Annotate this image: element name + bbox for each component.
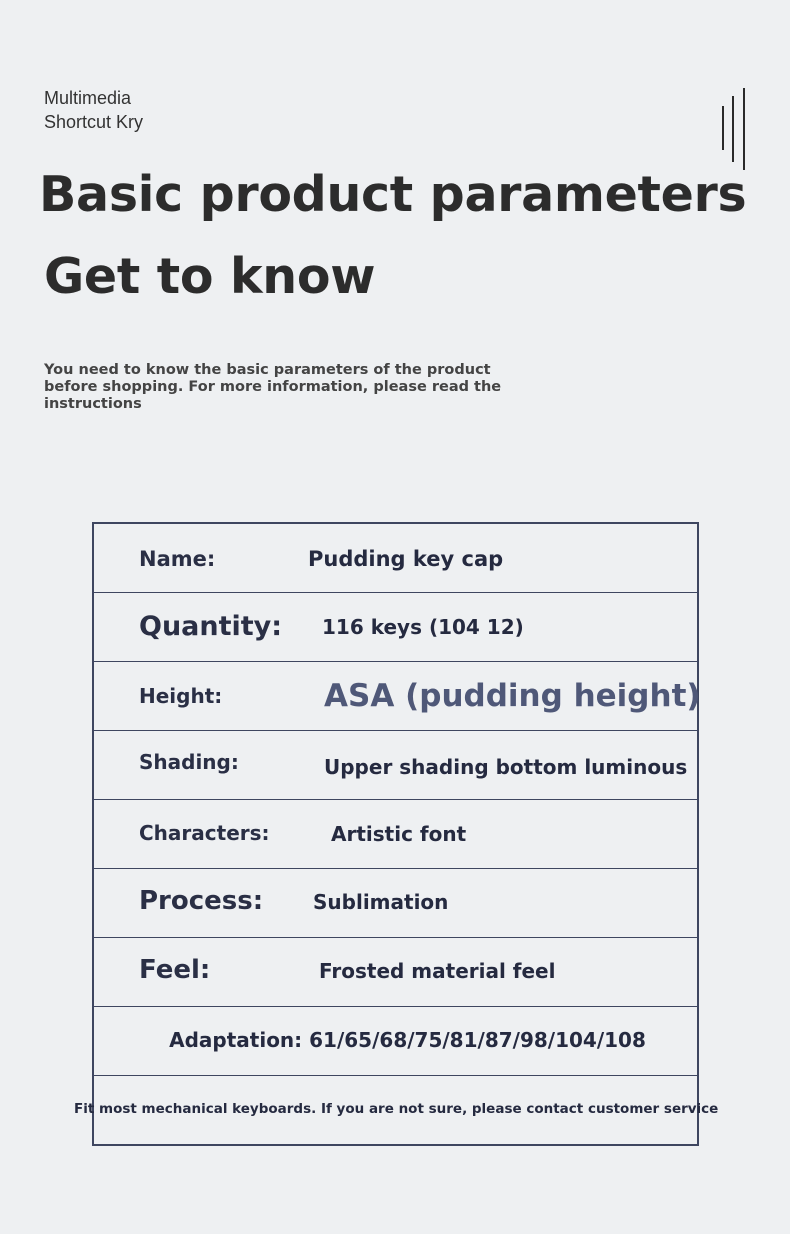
param-label: Quantity: (139, 611, 283, 642)
param-label: Height: (139, 684, 223, 708)
param-value: Artistic font (331, 822, 467, 846)
brand-line-2: Shortcut Kry (44, 112, 144, 132)
brand-label (44, 86, 143, 134)
param-value: Pudding key cap (308, 547, 504, 571)
compatibility-note: Fit most mechanical keyboards. If you are not sure, please contact customer service (74, 1101, 719, 1117)
parameters-table (74, 522, 719, 1146)
param-value: 116 keys (104 12) (322, 615, 524, 639)
param-row-characters (94, 800, 697, 869)
param-value: Frosted material feel (319, 959, 556, 983)
param-value: Sublimation (313, 890, 449, 914)
intro-text: You need to know the basic parameters of the product before shopping. For more information, please read the instructions (44, 362, 502, 412)
param-label: Characters: (139, 821, 270, 845)
param-label: Feel: (139, 955, 211, 985)
param-row-feel (94, 938, 697, 1007)
param-row-process (94, 869, 697, 938)
param-label: Shading: (139, 750, 239, 774)
bars-decoration-icon (722, 88, 748, 170)
param-row-shading (94, 731, 697, 800)
page-title: Basic product parameters (39, 166, 747, 223)
param-value: Upper shading bottom luminous (324, 755, 688, 779)
param-row-note (74, 1076, 719, 1142)
param-value: ASA (pudding height) (324, 678, 701, 714)
param-row-quantity (94, 593, 697, 662)
param-label: Process: (139, 886, 264, 916)
brand-line-1: Multimedia (44, 88, 132, 108)
param-row-name (94, 524, 697, 593)
param-label: Name: (139, 547, 216, 571)
param-row-adaptation (94, 1007, 697, 1076)
page-subtitle: Get to know (44, 248, 376, 305)
adaptation-text: Adaptation: 61/65/68/75/81/87/98/104/108 (169, 1028, 646, 1052)
param-row-height (94, 662, 701, 731)
